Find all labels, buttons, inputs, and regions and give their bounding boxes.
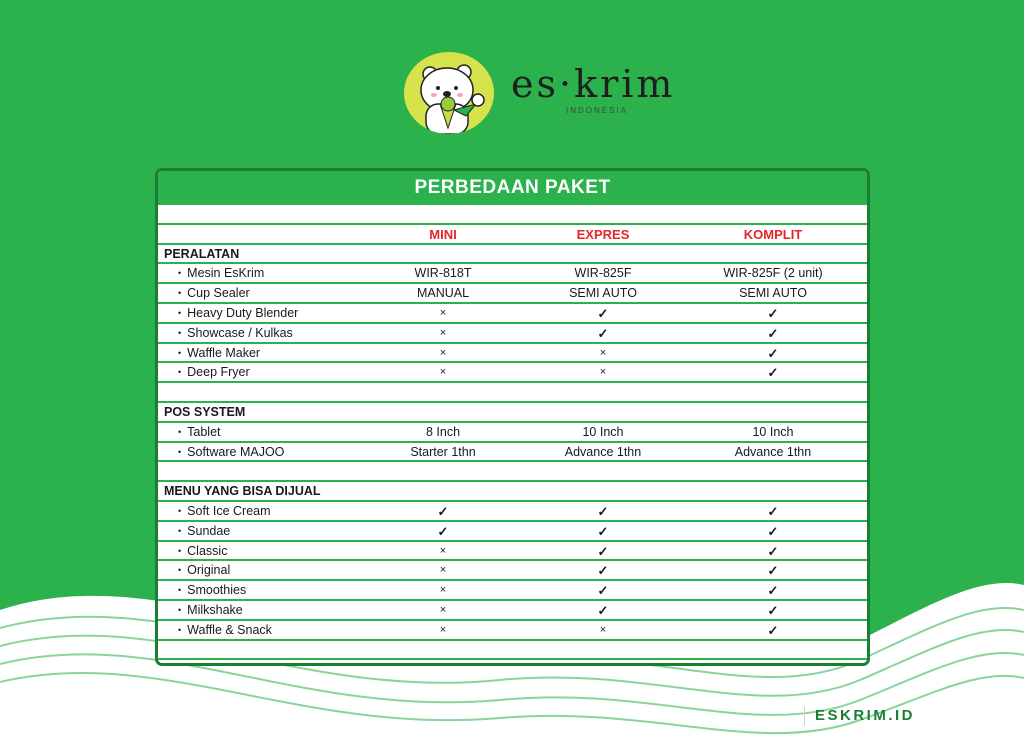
spacer-row bbox=[158, 205, 867, 225]
column-header-mini: MINI bbox=[429, 226, 457, 242]
bullet-icon: • bbox=[178, 505, 182, 516]
footer-brand: ESKRIM.ID bbox=[815, 707, 916, 724]
check-icon: ✓ bbox=[767, 503, 779, 519]
row-label-text: Tablet bbox=[187, 424, 221, 439]
cross-icon: × bbox=[599, 623, 607, 636]
section-row bbox=[158, 482, 867, 502]
cell-value: WIR-825F (2 unit) bbox=[723, 266, 823, 281]
check-icon: ✓ bbox=[767, 622, 779, 638]
cell-value: Starter 1thn bbox=[410, 444, 476, 459]
row-label bbox=[178, 581, 246, 599]
table-row bbox=[158, 363, 867, 383]
cross-icon: × bbox=[599, 346, 607, 359]
row-label bbox=[178, 561, 230, 579]
table-row bbox=[158, 344, 867, 364]
spacer-row bbox=[158, 641, 867, 661]
cross-icon: × bbox=[439, 326, 447, 339]
table-row bbox=[158, 581, 867, 601]
spacer-row bbox=[158, 462, 867, 482]
check-icon: ✓ bbox=[767, 563, 779, 579]
check-icon: ✓ bbox=[767, 543, 779, 559]
check-icon: ✓ bbox=[767, 305, 779, 321]
column-header-row bbox=[158, 225, 867, 245]
row-label bbox=[178, 344, 260, 362]
bullet-icon: • bbox=[178, 604, 182, 615]
bullet-icon: • bbox=[178, 288, 182, 299]
section-label: POS SYSTEM bbox=[164, 404, 246, 419]
check-icon: ✓ bbox=[597, 523, 609, 539]
logo-subtitle: INDONESIA bbox=[566, 106, 629, 115]
cross-icon: × bbox=[599, 366, 607, 379]
table-row bbox=[158, 542, 867, 562]
row-label bbox=[178, 542, 227, 560]
check-icon: ✓ bbox=[597, 583, 609, 599]
bullet-icon: • bbox=[178, 525, 182, 536]
row-label bbox=[178, 264, 264, 282]
check-icon: ✓ bbox=[767, 602, 779, 618]
section-row bbox=[158, 245, 867, 265]
row-label bbox=[178, 601, 243, 619]
spacer-row bbox=[158, 383, 867, 403]
cross-icon: × bbox=[439, 603, 447, 616]
check-icon: ✓ bbox=[767, 325, 779, 341]
table-row bbox=[158, 502, 867, 522]
check-icon: ✓ bbox=[767, 583, 779, 599]
table-row bbox=[158, 264, 867, 284]
row-label bbox=[178, 621, 272, 639]
table-row bbox=[158, 601, 867, 621]
row-label-text: Mesin EsKrim bbox=[187, 266, 265, 281]
cell-value: 8 Inch bbox=[425, 424, 461, 439]
cross-icon: × bbox=[439, 623, 447, 636]
check-icon: ✓ bbox=[597, 563, 609, 579]
row-label bbox=[178, 522, 230, 540]
table-title: PERBEDAAN PAKET bbox=[158, 171, 867, 205]
check-icon: ✓ bbox=[597, 543, 609, 559]
cell-value: 10 Inch bbox=[752, 424, 794, 439]
cell-value: Advance 1thn bbox=[564, 444, 642, 459]
table-row bbox=[158, 522, 867, 542]
cross-icon: × bbox=[439, 366, 447, 379]
bullet-icon: • bbox=[178, 426, 182, 437]
cross-icon: × bbox=[439, 544, 447, 557]
cross-icon: × bbox=[439, 584, 447, 597]
row-label-text: Cup Sealer bbox=[187, 286, 250, 301]
check-icon: ✓ bbox=[767, 345, 779, 361]
bullet-icon: • bbox=[178, 327, 182, 338]
row-label bbox=[178, 324, 293, 342]
bullet-icon: • bbox=[178, 307, 182, 318]
row-label bbox=[178, 363, 250, 381]
table-row bbox=[158, 423, 867, 443]
check-icon: ✓ bbox=[437, 523, 449, 539]
cell-value: SEMI AUTO bbox=[739, 286, 807, 301]
bullet-icon: • bbox=[178, 565, 182, 576]
footer-divider bbox=[804, 706, 805, 726]
table-row bbox=[158, 284, 867, 304]
cell-value: MANUAL bbox=[416, 286, 470, 301]
section-label: MENU YANG BISA DIJUAL bbox=[164, 484, 321, 499]
bullet-icon: • bbox=[178, 585, 182, 596]
cross-icon: × bbox=[439, 564, 447, 577]
row-label bbox=[178, 284, 250, 302]
table-row bbox=[158, 561, 867, 581]
table-row bbox=[158, 304, 867, 324]
logo-wordmark: es·krim bbox=[511, 62, 676, 106]
table-row bbox=[158, 621, 867, 641]
check-icon: ✓ bbox=[597, 325, 609, 341]
row-label bbox=[178, 304, 298, 322]
row-label-text: Heavy Duty Blender bbox=[187, 305, 299, 320]
row-label-text: Waffle & Snack bbox=[187, 622, 272, 637]
row-label-text: Classic bbox=[187, 543, 228, 558]
row-label-text: Milkshake bbox=[187, 602, 243, 617]
eskrim-logo bbox=[404, 52, 676, 134]
section-label: PERALATAN bbox=[164, 246, 240, 261]
cell-value: 10 Inch bbox=[582, 424, 624, 439]
cross-icon: × bbox=[439, 306, 447, 319]
bullet-icon: • bbox=[178, 347, 182, 358]
row-label bbox=[178, 443, 284, 461]
check-icon: ✓ bbox=[597, 602, 609, 618]
table-row bbox=[158, 443, 867, 463]
row-label bbox=[178, 502, 271, 520]
row-label-text: Soft Ice Cream bbox=[187, 503, 271, 518]
cell-value: SEMI AUTO bbox=[569, 286, 637, 301]
cross-icon: × bbox=[439, 346, 447, 359]
bullet-icon: • bbox=[178, 446, 182, 457]
row-label-text: Smoothies bbox=[187, 583, 247, 598]
row-label-text: Sundae bbox=[187, 523, 231, 538]
table-body bbox=[158, 205, 867, 660]
check-icon: ✓ bbox=[767, 365, 779, 381]
bullet-icon: • bbox=[178, 545, 182, 556]
row-label-text: Showcase / Kulkas bbox=[187, 325, 293, 340]
row-label-text: Deep Fryer bbox=[187, 365, 250, 380]
column-header-komplit: KOMPLIT bbox=[743, 226, 803, 242]
package-comparison-table bbox=[155, 168, 870, 666]
cell-value: Advance 1thn bbox=[734, 444, 812, 459]
row-label-text: Original bbox=[187, 563, 231, 578]
bullet-icon: • bbox=[178, 268, 182, 279]
check-icon: ✓ bbox=[597, 305, 609, 321]
row-label-text: Software MAJOO bbox=[187, 444, 285, 459]
bullet-icon: • bbox=[178, 624, 182, 635]
check-icon: ✓ bbox=[767, 523, 779, 539]
table-row bbox=[158, 324, 867, 344]
cell-value: WIR-825F bbox=[574, 266, 632, 281]
bear-icon bbox=[404, 52, 494, 134]
check-icon: ✓ bbox=[437, 503, 449, 519]
row-label-text: Waffle Maker bbox=[187, 345, 261, 360]
section-row bbox=[158, 403, 867, 423]
check-icon: ✓ bbox=[597, 503, 609, 519]
column-header-expres: EXPRES bbox=[576, 226, 630, 242]
cell-value: WIR-818T bbox=[414, 266, 472, 281]
bullet-icon: • bbox=[178, 367, 182, 378]
row-label bbox=[178, 423, 221, 441]
